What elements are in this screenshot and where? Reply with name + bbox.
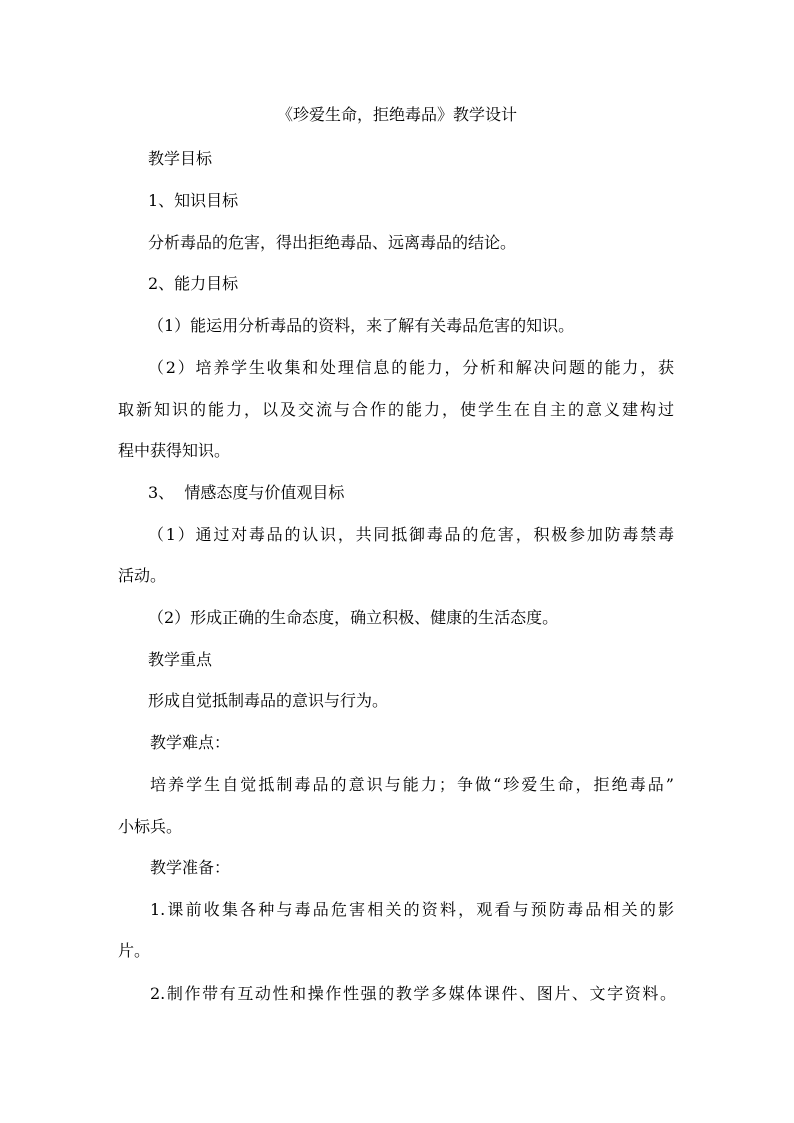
difficulty-text-line-1: 培养学生自觉抵制毒品的意识与能力；争做“珍爱生命，拒绝毒品”	[150, 775, 674, 794]
difficulty-heading: 教学难点：	[150, 733, 231, 752]
preparation-heading: 教学准备：	[150, 858, 231, 877]
ability-goal-item-2-line-2: 取新知识的能力，以及交流与合作的能力，使学生在自主的意义建构过	[118, 400, 674, 419]
difficulty-text-line-2: 小标兵。	[118, 817, 183, 836]
ability-goal-item-1: （1）能运用分析毒品的资料，来了解有关毒品危害的知识。	[148, 316, 575, 335]
knowledge-goal-text: 分析毒品的危害，得出拒绝毒品、远离毒品的结论。	[148, 233, 517, 252]
key-point-text: 形成自觉抵制毒品的意识与行为。	[148, 691, 389, 710]
preparation-item-1-line-2: 片。	[118, 941, 151, 960]
teaching-goals-heading: 教学目标	[148, 149, 213, 168]
ability-goal-item-2-line-3: 程中获得知识。	[118, 441, 231, 460]
emotion-goal-heading: 3、 情感态度与价值观目标	[148, 483, 345, 502]
preparation-item-1-line-1: 1.课前收集各种与毒品危害相关的资料，观看与预防毒品相关的影	[150, 900, 674, 919]
knowledge-goal-heading: 1、知识目标	[148, 191, 239, 210]
ability-goal-heading: 2、能力目标	[148, 274, 239, 293]
preparation-item-2: 2.制作带有互动性和操作性强的教学多媒体课件、图片、文字资料。	[150, 984, 676, 1003]
ability-goal-item-2-line-1: （2）培养学生收集和处理信息的能力，分析和解决问题的能力，获	[148, 358, 674, 377]
emotion-goal-item-2: （2）形成正确的生命态度，确立积极、健康的生活态度。	[148, 608, 559, 627]
emotion-goal-item-1-line-2: 活动。	[118, 566, 167, 585]
emotion-goal-item-1-line-1: （1）通过对毒品的认识，共同抵御毒品的危害，积极参加防毒禁毒	[148, 525, 674, 544]
document-title: 《珍爱生命，拒绝毒品》教学设计	[276, 105, 517, 124]
key-point-heading: 教学重点	[148, 650, 213, 669]
